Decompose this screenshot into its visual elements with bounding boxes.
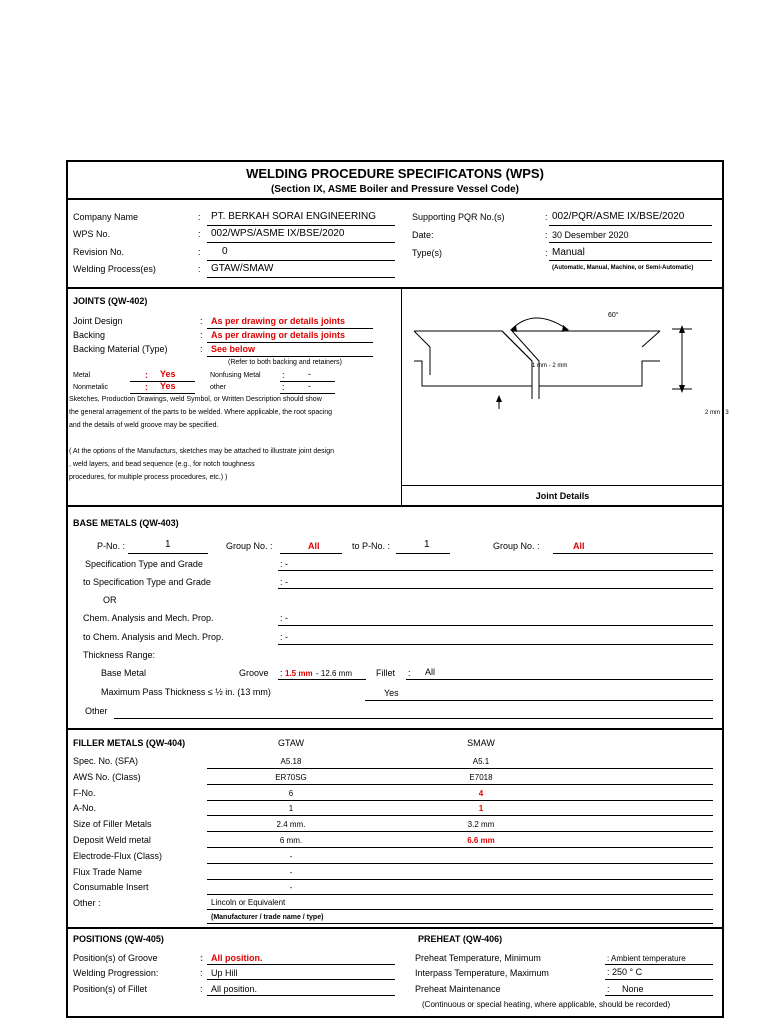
underline (605, 964, 713, 965)
underline (207, 894, 713, 895)
positions-heading: POSITIONS (QW-405) (73, 934, 164, 944)
option-note: procedures, for multiple process procedures, etc.) ) (69, 474, 228, 481)
filler-smaw-value: 4 (478, 789, 484, 798)
fillet-label: Fillet (376, 668, 396, 678)
sketch-note: the general arragement of the parts to be welded. Where applicable, the root spacing (69, 409, 333, 416)
fillet-colon: : (408, 668, 411, 678)
underline (278, 570, 713, 571)
underline (207, 923, 713, 924)
or-label: OR (103, 595, 117, 605)
nonfusing-label: Nonfusing Metal (210, 372, 261, 379)
to-pno-label: to P-No. : (352, 541, 391, 551)
pno-value: 1 (165, 539, 171, 550)
group2-label: Group No. : (493, 541, 540, 551)
filler-gtaw-value: - (289, 883, 293, 892)
joints-heading: JOINTS (QW-402) (73, 296, 148, 306)
underline (549, 260, 712, 261)
underline (549, 225, 712, 226)
group-label: Group No. : (226, 541, 273, 551)
filler-smaw-value: A5.1 (472, 757, 490, 766)
underline (114, 718, 713, 719)
underline (549, 242, 712, 243)
filler-row-label: Flux Trade Name (73, 867, 143, 877)
filler-row-label: Consumable Insert (73, 882, 149, 892)
doc-subtitle: (Section IX, ASME Boiler and Pressure Vessel Code) (270, 184, 520, 195)
filler-other-value: Lincoln or Equivalent (211, 898, 286, 907)
divider (66, 198, 724, 200)
option-note: ( At the options of the Manufacturs, sketches may be attached to illustrate joint design (69, 448, 334, 455)
filler-heading: FILLER METALS (QW-404) (73, 738, 186, 748)
process-value: GTAW/SMAW (211, 263, 274, 274)
colon: : (545, 248, 548, 258)
underline (207, 964, 395, 965)
metal-value: Yes (160, 369, 176, 379)
chem-value: : - (280, 613, 288, 623)
filler-row-label: Deposit Weld metal (73, 835, 151, 845)
colon: : (200, 316, 203, 326)
backing-label: Backing (73, 330, 106, 340)
colon: : (282, 382, 285, 392)
to-chem-value: : - (280, 632, 288, 642)
filler-gtaw-value: 6 (288, 789, 294, 798)
underline (365, 700, 713, 701)
underline (207, 784, 713, 785)
group2-value: All (573, 541, 585, 551)
interpass-value: : 250 ° C (607, 967, 643, 977)
revision-value: 0 (222, 246, 228, 257)
groove-label: Groove (239, 668, 269, 678)
underline (207, 979, 395, 980)
type-value: Manual (552, 247, 585, 258)
backing-material-label: Backing Material (Type) (73, 344, 168, 354)
underline (278, 625, 713, 626)
underline (396, 553, 450, 554)
filler-row-label: Electrode-Flux (Class) (73, 851, 163, 861)
underline (280, 393, 335, 394)
colon: : (200, 330, 203, 340)
company-value: PT. BERKAH SORAI ENGINEERING (211, 211, 377, 222)
colon: : (200, 984, 203, 994)
underline (207, 277, 395, 278)
nonmetallic-value: Yes (160, 381, 176, 391)
filler-row-label: A-No. (73, 803, 97, 813)
date-value: 30 Desember 2020 (552, 230, 629, 240)
refer-note: (Refer to both backing and retainers) (228, 359, 343, 366)
joint-details-caption: Joint Details (535, 491, 590, 501)
divider (401, 485, 724, 486)
manufacturer-note: (Manufacturer / trade name / type) (211, 914, 324, 921)
filler-gtaw-value: ER70SG (275, 773, 307, 782)
divider (66, 728, 724, 730)
underline (207, 863, 713, 864)
colon: : (545, 212, 548, 222)
underline (207, 847, 713, 848)
other-value: - (308, 381, 311, 391)
doc-title: WELDING PROCEDURE SPECIFICATONS (WPS) (246, 166, 544, 181)
sketch-note: Sketches, Production Drawings, weld Symbol, or Written Description should show (69, 396, 322, 403)
date-label: Date: (412, 230, 434, 240)
colon: : (145, 382, 148, 392)
colon: : (282, 370, 285, 380)
wps-label: WPS No. (73, 229, 111, 239)
preheat-min-label: Preheat Temperature, Minimum (415, 953, 541, 963)
filler-gtaw-value: 1 (288, 804, 294, 813)
base-metals-heading: BASE METALS (QW-403) (73, 518, 179, 528)
groove-min: 1.5 mm (285, 669, 313, 678)
fillet-position-label: Position(s) of Fillet (73, 984, 148, 994)
underline (207, 879, 713, 880)
filler-gtaw-value: - (289, 852, 293, 861)
underline (605, 979, 713, 980)
type-label: Type(s) (412, 248, 443, 258)
wps-value: 002/WPS/ASME IX/BSE/2020 (211, 228, 345, 239)
colon: : (145, 370, 148, 380)
progression-label: Welding Progression: (73, 968, 159, 978)
colon: : (200, 968, 203, 978)
base-metal-label: Base Metal (101, 668, 147, 678)
sketch-note: and the details of weld groove may be specified. (69, 422, 219, 429)
underline (207, 768, 713, 769)
filler-smaw-value: 1 (478, 804, 484, 813)
colon: : (545, 230, 548, 240)
colon: : (200, 344, 203, 354)
preheat-heading: PREHEAT (QW-406) (418, 934, 503, 944)
groove-colon: : (280, 668, 283, 678)
filler-smaw-value: 3.2 mm (467, 820, 495, 829)
maintenance-value: None (622, 984, 644, 994)
gtaw-column-header: GTAW (278, 738, 304, 748)
underline (553, 553, 713, 554)
underline (207, 831, 713, 832)
colon: : (198, 247, 201, 257)
nonfusing-value: - (308, 369, 311, 379)
preheat-note: (Continuous or special heating, where applicable, should be recorded) (422, 1000, 671, 1009)
option-note: , weld layers, and bead sequence (e.g., for notch toughness (69, 461, 255, 468)
colon: : (200, 953, 203, 963)
root-label: 2 mm - 3 (705, 410, 729, 416)
underline (207, 815, 713, 816)
backing-material-value: See below (211, 344, 256, 354)
underline (207, 800, 713, 801)
filler-smaw-value: 6.6 mm (467, 836, 495, 845)
underline (278, 588, 713, 589)
groove-position-label: Position(s) of Groove (73, 953, 158, 963)
underline (207, 328, 373, 329)
colon: : (198, 264, 201, 274)
type-note: (Automatic, Manual, Machine, or Semi-Automatic) (552, 265, 694, 271)
smaw-column-header: SMAW (467, 738, 495, 748)
angle-label: 60° (608, 312, 619, 319)
underline (207, 995, 395, 996)
pqr-value: 002/PQR/ASME IX/BSE/2020 (552, 211, 685, 222)
preheat-min-value: : Ambient temperature (607, 954, 686, 963)
chem-label: Chem. Analysis and Mech. Prop. (83, 613, 214, 623)
fillet-value: All (425, 667, 436, 677)
filler-row-label: Size of Filler Metals (73, 819, 152, 829)
underline (406, 679, 713, 680)
filler-row-label: Spec. No. (SFA) (73, 756, 139, 766)
interpass-label: Interpass Temperature, Maximum (415, 968, 549, 978)
underline (278, 679, 366, 680)
nonmetallic-label: Nonmetalic (73, 384, 109, 391)
gap-label: 1 mm - 2 mm (532, 363, 568, 369)
revision-label: Revision No. (73, 247, 125, 257)
backing-value: As per drawing or details joints (211, 330, 346, 340)
max-pass-value: Yes (384, 688, 399, 698)
groove-position-value: All position. (211, 953, 263, 963)
group-value: All (308, 541, 320, 551)
groove-max: - 12.6 mm (316, 669, 353, 678)
other-label: Other (85, 706, 108, 716)
pno-label: P-No. : (97, 541, 126, 551)
to-chem-label: to Chem. Analysis and Mech. Prop. (83, 632, 224, 642)
spec-value: : - (280, 559, 288, 569)
underline (278, 644, 713, 645)
colon: : (198, 229, 201, 239)
underline (207, 225, 395, 226)
max-pass-label: Maximum Pass Thickness ≤ ½ in. (13 mm) (101, 687, 271, 697)
maintenance-label: Preheat Maintenance (415, 984, 501, 994)
to-pno-value: 1 (424, 539, 430, 550)
fillet-position-value: All position. (211, 984, 258, 994)
to-spec-value: : - (280, 577, 288, 587)
progression-value: Up Hill (211, 968, 238, 978)
underline (130, 393, 195, 394)
other-label: other (210, 384, 226, 391)
pqr-label: Supporting PQR No.(s) (412, 212, 505, 222)
filler-smaw-value: E7018 (469, 773, 493, 782)
divider (66, 927, 724, 929)
joint-design-label: Joint Design (73, 316, 123, 326)
spec-label: Specification Type and Grade (85, 559, 203, 569)
filler-gtaw-value: - (289, 868, 293, 877)
joint-design-value: As per drawing or details joints (211, 316, 346, 326)
thickness-label: Thickness Range: (83, 650, 156, 660)
joint-sketch (402, 289, 729, 485)
divider (66, 505, 724, 507)
process-label: Welding Process(es) (73, 264, 156, 274)
underline (207, 909, 713, 910)
underline (605, 995, 713, 996)
filler-gtaw-value: 6 mm. (279, 836, 303, 845)
colon: : (198, 212, 201, 222)
underline (128, 553, 208, 554)
underline (207, 356, 373, 357)
underline (207, 242, 395, 243)
underline (280, 553, 342, 554)
filler-gtaw-value: 2.4 mm. (276, 820, 306, 829)
underline (207, 260, 395, 261)
underline (207, 342, 373, 343)
filler-gtaw-value: A5.18 (280, 757, 302, 766)
to-spec-label: to Specification Type and Grade (83, 577, 211, 587)
metal-label: Metal (73, 372, 91, 379)
company-label: Company Name (73, 212, 139, 222)
maintenance-colon: : (607, 984, 610, 994)
filler-other-label: Other : (73, 898, 101, 908)
filler-row-label: F-No. (73, 788, 96, 798)
filler-row-label: AWS No. (Class) (73, 772, 141, 782)
